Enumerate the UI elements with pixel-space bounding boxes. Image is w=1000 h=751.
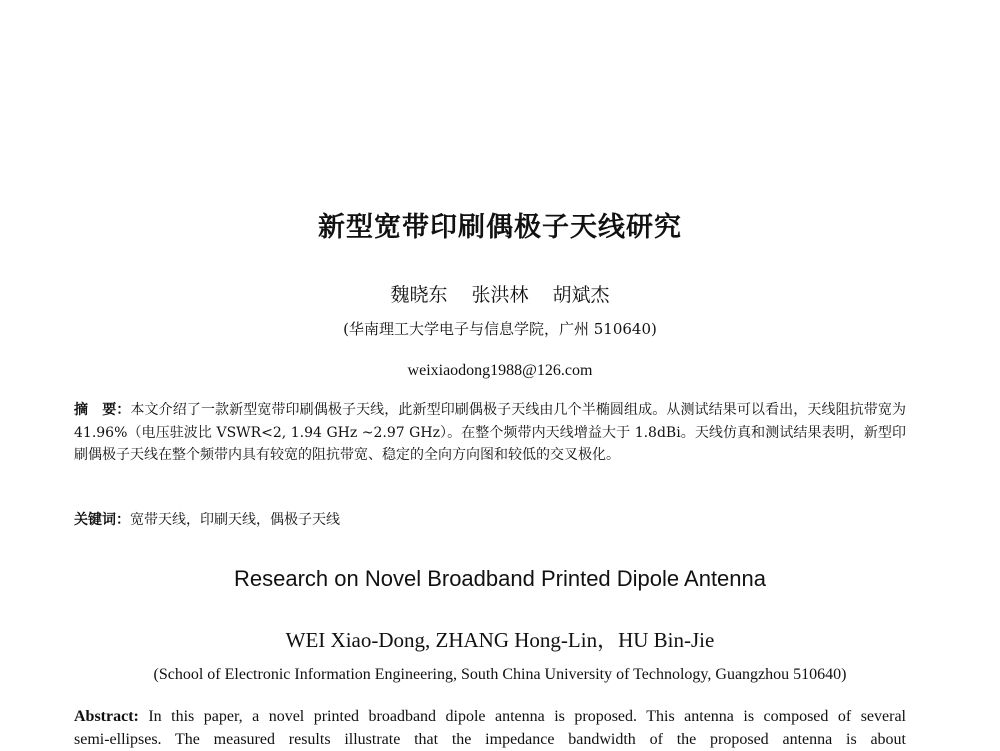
affiliation-en: (School of Electronic Information Engineering, South China University of Technology, Guangzhou 510640) — [153, 666, 847, 683]
author-email: weixiaodong1988@126.com — [407, 362, 593, 379]
affiliation-cn: (华南理工大学电子与信息学院，广州 510640) — [343, 320, 657, 338]
abstract-cn — [74, 399, 906, 467]
abstract-en — [74, 705, 906, 751]
abstract-cn-label: 摘 要： — [74, 402, 131, 418]
paper-title-en: Research on Novel Broadband Printed Dipole Antenna — [233, 566, 767, 591]
keywords-cn-label: 关键词： — [74, 512, 130, 528]
abstract-en-line-2: semi-ellipses. The measured results illustrate that the impedance bandwidth of the proposed antenna is about — [74, 731, 906, 748]
paper-title-cn: 新型宽带印刷偶极子天线研究 — [318, 212, 682, 243]
abstract-en-text-1: In this paper, a novel printed broadband dipole antenna is proposed. This antenna is composed of several — [138, 708, 906, 725]
abstract-en-label: Abstract: — [74, 708, 139, 725]
keywords-cn — [74, 509, 340, 529]
authors-cn: 魏晓东 张洪林 胡斌杰 — [390, 284, 610, 306]
authors-en: WEI Xiao-Dong, ZHANG Hong-Lin，HU Bin-Jie — [285, 628, 715, 652]
keywords-cn-text: 宽带天线，印刷天线，偶极子天线 — [130, 512, 340, 528]
abstract-en-line-1 — [74, 705, 906, 728]
abstract-cn-text: 本文介绍了一款新型宽带印刷偶极子天线，此新型印刷偶极子天线由几个半椭圆组成。从测试结果可以看出，天线阻抗带宽为 41.96%（电压驻波比 VSWR<2, 1.94 GHz ~2.97 GHz）。在整个频带内天线增益大于 1.8dBi。天线仿真和测试结果表明，新型印刷偶极子天线在整个频带内具有较宽的阻抗带宽、稳定的全向方向图和较低的交叉极化。 — [74, 402, 907, 463]
